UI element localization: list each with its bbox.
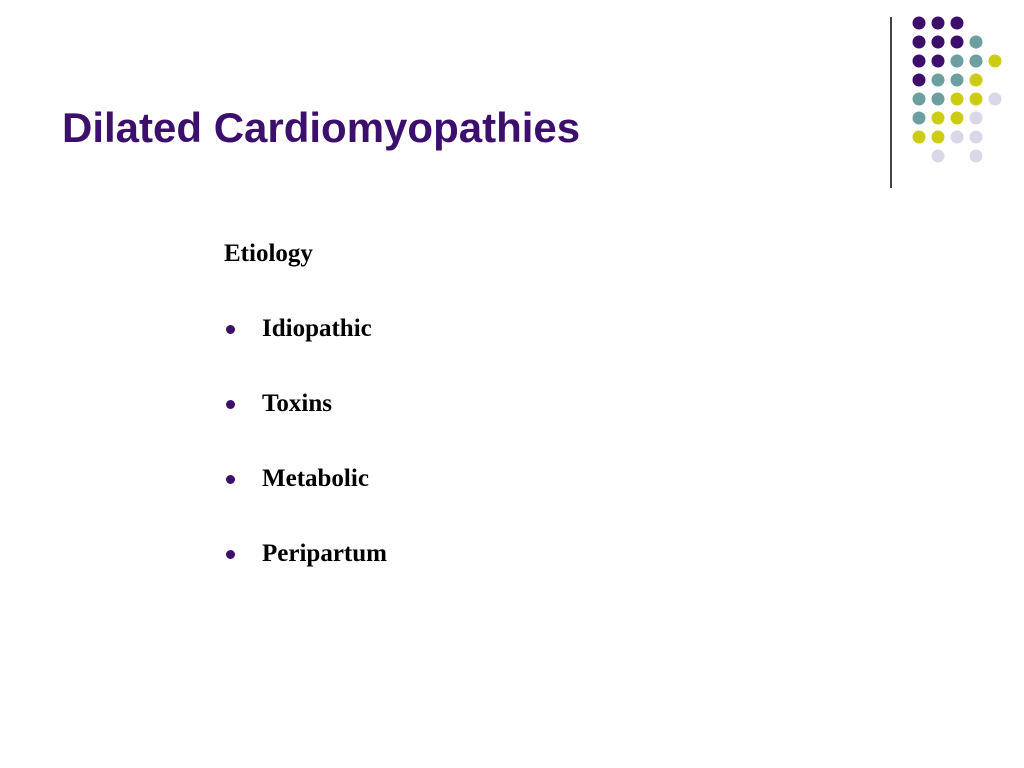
decorative-dot: [970, 36, 983, 49]
decorative-dot: [913, 112, 926, 125]
decorative-dot: [932, 74, 945, 87]
decorative-dot: [970, 55, 983, 68]
decorative-dot: [932, 112, 945, 125]
decorative-dot: [970, 112, 983, 125]
decorative-dot: [989, 55, 1002, 68]
section-heading: Etiology: [224, 240, 313, 267]
decorative-dot: [913, 93, 926, 106]
decorative-dot: [951, 131, 964, 144]
bullet-text: Peripartum: [262, 540, 387, 567]
decorative-dot: [913, 131, 926, 144]
decorative-dot: [951, 36, 964, 49]
decorative-dot: [932, 131, 945, 144]
bullet-dot-icon: [226, 475, 235, 484]
decorative-dot: [932, 17, 945, 30]
decorative-dot: [970, 131, 983, 144]
decorative-dot: [913, 55, 926, 68]
decorative-dot: [951, 93, 964, 106]
decorative-dot: [951, 17, 964, 30]
decorative-dot: [951, 74, 964, 87]
bullet-dot-icon: [226, 400, 235, 409]
decorative-dot: [913, 74, 926, 87]
bullet-list: [224, 311, 387, 572]
decorative-dot: [913, 36, 926, 49]
decorative-dot: [951, 112, 964, 125]
bullet-dot-icon: [226, 550, 235, 559]
decorative-dot: [932, 55, 945, 68]
slide-body: [224, 236, 387, 572]
decorative-dot: [989, 93, 1002, 106]
bullet-dot-icon: [226, 325, 235, 334]
bullet-text: Idiopathic: [262, 315, 372, 342]
bullet-item-peripartum: [224, 536, 387, 572]
decorative-dot: [932, 36, 945, 49]
decorative-dot: [913, 17, 926, 30]
decorative-dot: [970, 93, 983, 106]
bullet-item-metabolic: [224, 461, 387, 497]
decorative-dot: [951, 55, 964, 68]
bullet-item-idiopathic: [224, 311, 387, 347]
decorative-dot: [932, 93, 945, 106]
decorative-dot: [932, 150, 945, 163]
decorative-dot-grid: [0, 0, 1024, 200]
bullet-text: Toxins: [262, 390, 332, 417]
bullet-item-toxins: [224, 386, 387, 422]
slide-title: Dilated Cardiomyopathies: [62, 104, 581, 151]
title-divider-line: [890, 17, 892, 188]
decorative-dot: [970, 74, 983, 87]
bullet-text: Metabolic: [262, 465, 369, 492]
decorative-dot: [970, 150, 983, 163]
